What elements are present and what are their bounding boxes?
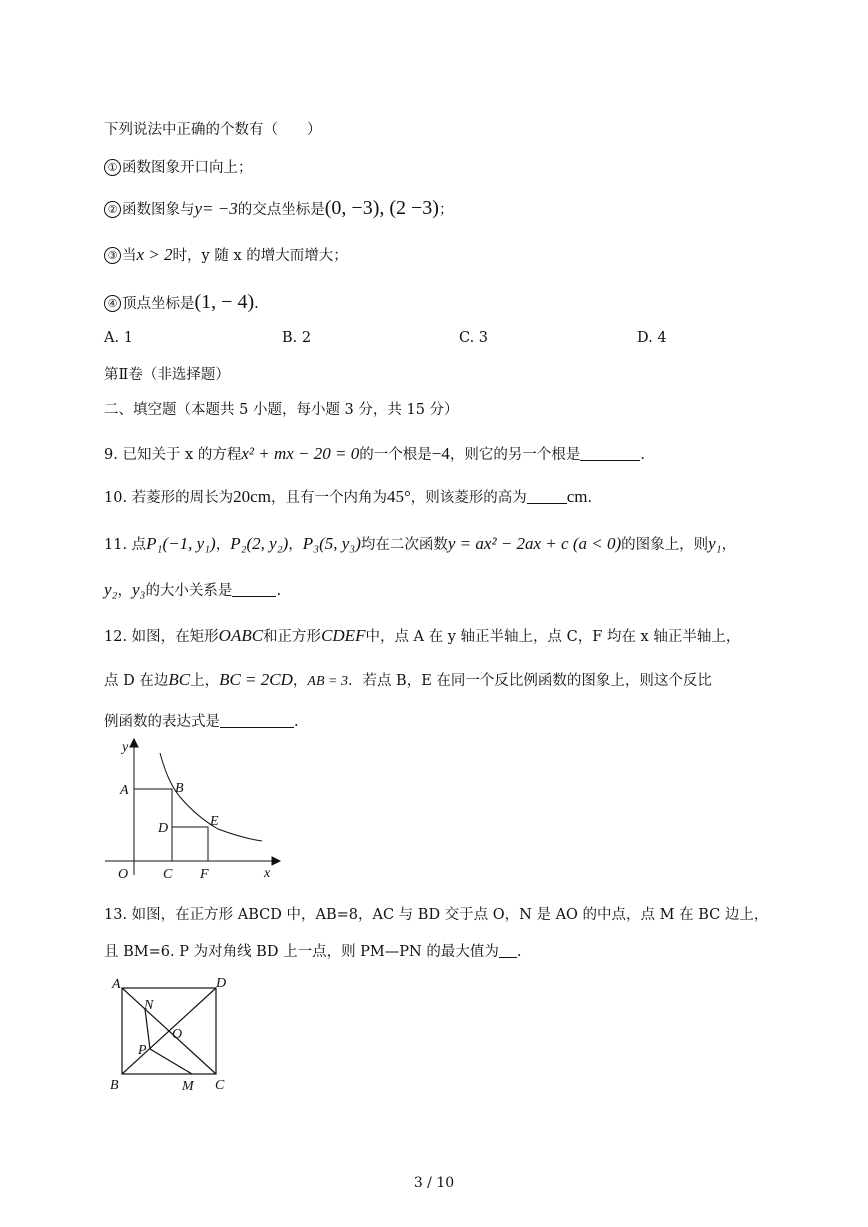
answer-blank[interactable]: [580, 460, 640, 461]
option-c: C. 3: [459, 330, 489, 346]
q10-angle: 45°: [386, 487, 411, 506]
q12-text: ．若点 B，E 在同一个反比例函数的图象上，则这个反比: [347, 673, 712, 689]
q9-text: ，则它的另一个根是: [449, 447, 581, 463]
q11-text: 的大小关系是: [145, 583, 233, 599]
q10-text: ，则该菱形的高为: [410, 490, 527, 506]
y-axis-arrow: [130, 739, 138, 747]
label-a: A: [112, 977, 121, 992]
q9-root: −4: [431, 444, 450, 463]
q11-function: y = ax² − 2ax + c (a < 0): [447, 534, 622, 553]
q11-point-2: P₂(2, y₂): [230, 534, 289, 553]
q12-square-name: CDEF: [321, 626, 366, 645]
q11-line2: [104, 580, 281, 601]
q11-text: .: [276, 583, 282, 599]
q12-rect-name: OABC: [218, 626, 264, 645]
statement-text: 函数图象开口向上；: [122, 160, 253, 176]
statement-text: 时，y 随 x 的增大而增大；: [172, 248, 348, 264]
q11-text: ，: [288, 537, 303, 553]
q12-text: 点 D 在边: [104, 673, 169, 689]
label-o: O: [118, 867, 129, 882]
q11-text: 均在二次函数: [360, 537, 448, 553]
q12-line1: [104, 626, 740, 647]
label-d: D: [216, 976, 227, 991]
label-c: C: [163, 867, 173, 882]
q12-text: 和正方形: [263, 629, 322, 645]
label-e: E: [210, 814, 219, 829]
q12-text: 上，: [190, 673, 220, 689]
label-y: y: [122, 740, 129, 755]
answer-blank[interactable]: [220, 727, 294, 728]
answer-blank[interactable]: [232, 596, 276, 597]
square-cdef: [172, 827, 208, 861]
q8-statement-3: [104, 245, 348, 266]
q11-text: ，: [215, 537, 231, 553]
q12-text: .: [294, 714, 299, 730]
q8-statement-4: [104, 292, 259, 314]
q9-text: .: [640, 447, 645, 463]
q11-line1: [104, 534, 736, 555]
circled-number-3: ③: [104, 247, 121, 264]
q12-bc-eq: BC = 2CD: [219, 670, 293, 689]
math-line-eq: y= −3: [194, 199, 238, 218]
q12-text: 12. 如图，在矩形: [104, 629, 219, 645]
statement-text: 的交点坐标是: [237, 202, 325, 218]
part-title: 二、填空题（本题共 5 小题，每小题 3 分，共 15 分）: [104, 402, 459, 418]
q9-equation: x² + mx − 20 = 0: [241, 444, 360, 463]
label-b: B: [175, 781, 184, 796]
q11-point-3: P₃(5, y₃): [302, 534, 361, 553]
section-title: 第Ⅱ卷（非选择题）: [104, 367, 230, 383]
q12-line2: [104, 670, 712, 692]
q9: [104, 444, 645, 465]
x-axis-arrow: [272, 857, 280, 865]
statement-text: 函数图象与: [122, 202, 195, 218]
q9-text: 9. 已知关于 x 的方程: [104, 447, 242, 463]
label-c: C: [215, 1078, 225, 1093]
q11-point-1: P₁(−1, y₁): [146, 534, 216, 553]
q12-figure: [100, 735, 285, 885]
label-p: P: [138, 1043, 147, 1058]
q13-text: 且 BM=6. P 为对角线 BD 上一点，则 PM—PN 的最大值为: [104, 944, 499, 960]
q11-text: ，: [117, 583, 132, 599]
page-number: 3 / 10: [413, 1175, 455, 1191]
q11-text: 11. 点: [104, 537, 147, 553]
q10-text: 10. 若菱形的周长为: [104, 490, 234, 506]
q8-statement-1: [104, 158, 253, 178]
statement-text: .: [254, 296, 259, 312]
q10-text: ，且有一个内角为: [270, 490, 387, 506]
label-a: A: [120, 783, 129, 798]
q10-perimeter: 20cm: [233, 487, 271, 506]
q12-bc: BC: [168, 670, 191, 689]
q8-statement-2: [104, 198, 453, 220]
q9-text: 的一个根是: [359, 447, 432, 463]
answer-blank[interactable]: [527, 503, 567, 504]
math-vertex: (1, − 4): [194, 291, 255, 313]
q11-y3: y₃: [131, 580, 146, 599]
label-m: M: [182, 1079, 194, 1094]
option-b: B. 2: [282, 330, 312, 346]
q8-stem: 下列说法中正确的个数有（ ）: [104, 122, 322, 138]
q11-text: ，: [721, 537, 737, 553]
math-condition: x > 2: [136, 245, 173, 264]
q12-text: 中，点 A 在 y 轴正半轴上，点 C，F 均在 x 轴正半轴上，: [365, 629, 741, 645]
label-o: O: [172, 1027, 183, 1042]
statement-text: 当: [122, 248, 137, 264]
q12-line3: [104, 712, 299, 732]
q13-line2: [104, 942, 521, 962]
label-f: F: [200, 867, 209, 882]
q11-y1: y₁: [708, 534, 722, 553]
statement-text: ；: [438, 202, 454, 218]
q12-ab-eq: AB = 3: [307, 674, 348, 689]
label-x: x: [264, 866, 271, 881]
option-a: A. 1: [104, 330, 133, 346]
q11-y2: y₂: [104, 580, 118, 599]
q10-unit: cm: [566, 487, 588, 506]
q13-line1: 13. 如图，在正方形 ABCD 中，AB=8，AC 与 BD 交于点 O，N 是 AO 的中点，点 M 在 BC 边上，: [104, 907, 769, 923]
segments-np-pm: [145, 1009, 192, 1074]
q12-text: 例函数的表达式是: [104, 714, 220, 730]
answer-blank[interactable]: [499, 957, 517, 958]
q10-text: .: [587, 490, 593, 506]
q11-text: 的图象上，则: [621, 537, 709, 553]
math-points: (0, −3), (2 −3): [324, 197, 439, 219]
q12-text: ，: [292, 673, 308, 689]
option-d: D. 4: [637, 330, 667, 346]
circled-number-4: ④: [104, 295, 121, 312]
label-d: D: [158, 821, 169, 836]
label-b: B: [110, 1078, 119, 1093]
circled-number-2: ②: [104, 201, 121, 218]
label-n: N: [144, 998, 154, 1013]
q13-text: .: [516, 944, 522, 960]
statement-text: 顶点坐标是: [122, 296, 195, 312]
q13-figure: [104, 972, 234, 1096]
circled-number-1: ①: [104, 159, 121, 176]
q10: [104, 487, 592, 508]
